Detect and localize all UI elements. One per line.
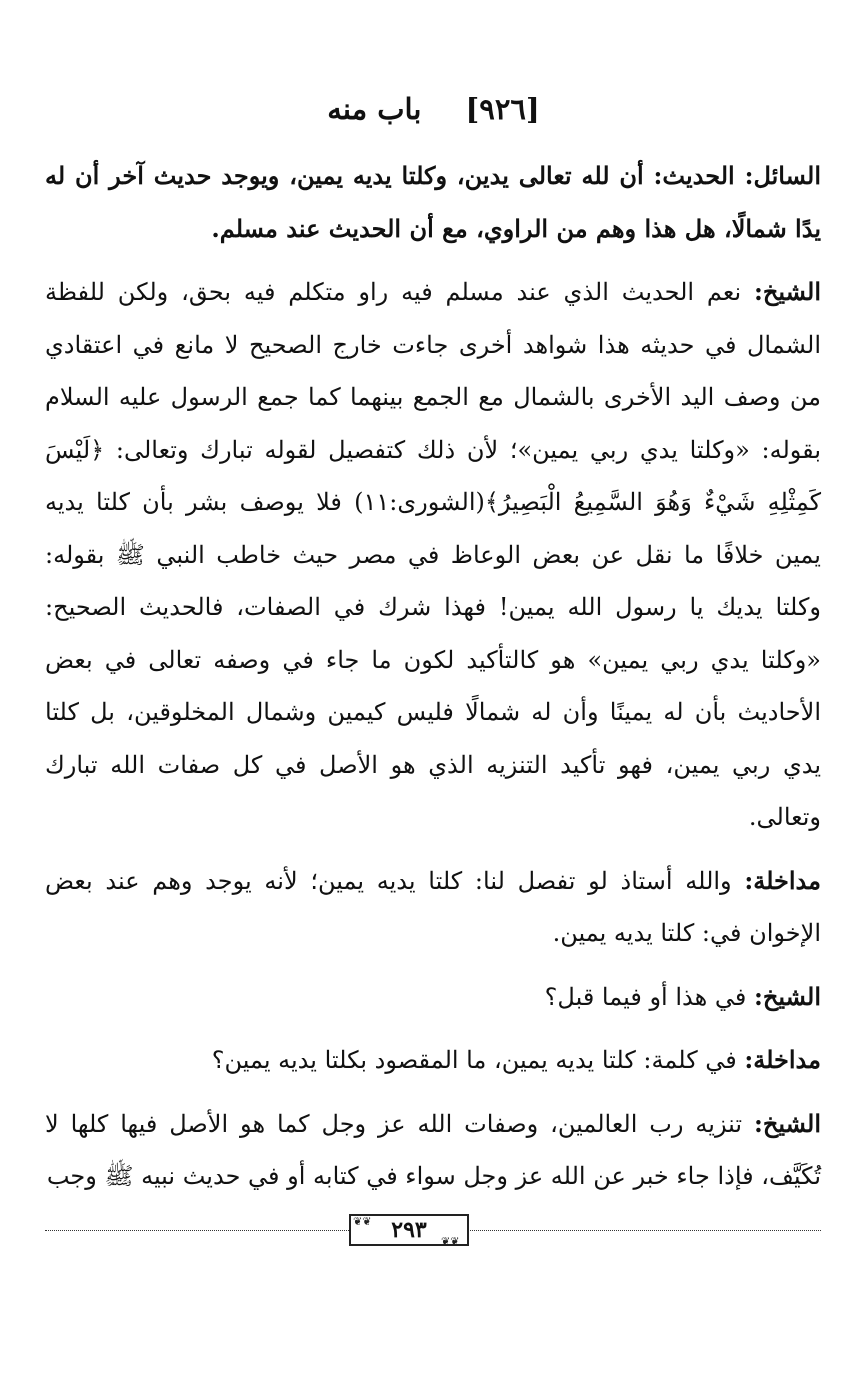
page-footer <box>45 1212 821 1252</box>
paragraph-text: الحديث: أن لله تعالى يدين، وكلتا يديه يمين، ويوجد حديث آخر أن له يدًا شمالًا، هل هذا وهم من الراوي، مع أن الحديث عند مسلم. <box>45 161 821 243</box>
speaker-label: الشيخ: <box>754 277 821 306</box>
paragraph-interjection <box>45 855 821 960</box>
paragraph-text: في كلمة: كلتا يديه يمين، ما المقصود بكلتا يديه يمين؟ <box>211 1046 745 1074</box>
paragraph-answer <box>45 1098 821 1203</box>
chapter-number: [٩٢٦] <box>465 92 540 126</box>
page-number: ٢٩٣ <box>391 1217 427 1243</box>
page-body <box>45 150 821 1214</box>
chapter-title: باب منه <box>327 92 422 126</box>
paragraph-text: نعم الحديث الذي عند مسلم فيه راو متكلم فيه بحق، ولكن للفظة الشمال في حديثه هذا شواهد أخرى جاءت خارج الصحيح لا مانع في اعتقادي من وصف اليد الأخرى بالشمال مع الجمع بينهما كما جمع الرسول عليه السلام بقوله: «وكلتا يدي ربي يمين»؛ لأن ذلك كتفصيل لقوله تبارك وتعالى: ﴿لَيْسَ كَمِثْلِهِ شَيْءٌ وَهُوَ السَّمِيعُ الْبَصِيرُ﴾(الشورى:١١) فلا يوصف بشر بأن كلتا يديه يمين خلافًا ما نقل عن بعض الوعاظ في مصر حيث خاطب النبي ﷺ بقوله: وكلتا يديك يا رسول الله يمين! فهذا شرك في الصفات، فالحديث الصحيح: «وكلتا يدي ربي يمين» هو كالتأكيد لكون ما جاء في وصفه تعالى في بعض الأحاديث بأن له يمينًا وأن له شمالًا فليس كيمين وشمال المخلوقين، بل كلتا يدي ربي يمين، فهو تأكيد التنزيه الذي هو الأصل في كل صفات الله تبارك وتعالى. <box>45 278 821 831</box>
speaker-label: مداخلة: <box>744 1045 821 1074</box>
paragraph-answer <box>45 266 821 844</box>
ornament-bottom-right-icon: ❦❦ <box>441 1235 460 1248</box>
paragraph-text: والله أستاذ لو تفصل لنا: كلتا يديه يمين؛ لأنه يوجد وهم عند بعض الإخوان في: كلتا يديه يمين. <box>45 866 821 947</box>
speaker-label: مداخلة: <box>744 865 822 895</box>
paragraph-interjection <box>45 1034 821 1087</box>
ornament-top-left-icon: ❦❦ <box>353 1215 372 1228</box>
speaker-label: الشيخ: <box>754 1108 821 1138</box>
speaker-label: الشيخ: <box>754 981 821 1011</box>
speaker-label: السائل: <box>744 161 821 190</box>
paragraph-answer <box>45 971 821 1024</box>
paragraph-text: في هذا أو فيما قبل؟ <box>544 982 755 1011</box>
chapter-heading <box>0 92 867 126</box>
paragraph-text: تنزيه رب العالمين، وصفات الله عز وجل كما هو الأصل فيها كلها لا تُكَيَّف، فإذا جاء خبر عن الله عز وجل سواء في كتابه أو في حديث نبيه ﷺ وجب <box>45 1109 821 1190</box>
paragraph-question <box>45 150 821 255</box>
